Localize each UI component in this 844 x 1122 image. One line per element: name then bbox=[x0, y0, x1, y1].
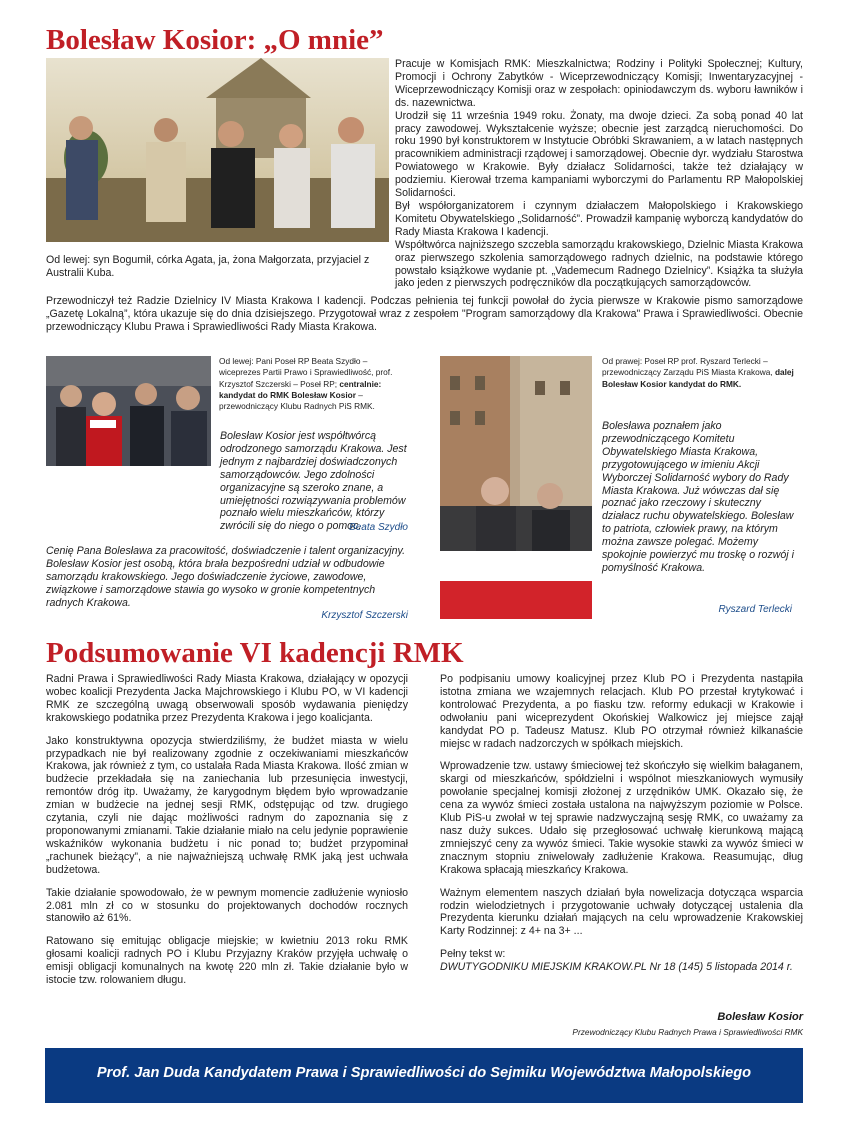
article-title: Bolesław Kosior: „O mnie” bbox=[46, 24, 384, 56]
szczerski-quote: Cenię Pana Bolesława za pracowitość, doświadczenie i talent organizacyjny. Bolesław Kosior jest osobą, która brała bezpośredni udział w odbudowie samorządu krakowskiego. Jego doświadczenie życiowe, zawodowe, związkowe i samorządowe stawia go wysoko w gronie kompetentnych radnych Krakowa. bbox=[46, 545, 406, 609]
summary-paragraph: Wprowadzenie tzw. ustawy śmieciowej też skończyło się wielkim bałaganem, skargi od mieszkańców, spółdzielni i wspólnot mieszkaniowych wymusiły powołanie specjalnej komisji złożonej z urzędników UMK. Okazało się, że cena za wywóz śmieci została ustalona na najwyższym poziomie w Polsce. Klub PiS-u zwołał w tej sprawie nadzwyczajną sesję RMK, co uważamy za nasz duży sukces. Udało się przegłosować uchwałę kierunkową mającą zmniejszyć ceny za wywóz śmieci. Takie wysokie stawki za wywóz śmieci w znacznym stopniu zniwelowały zadłużenie Krakowa. Reasumując, dług Krakowa spłacają mieszkańcy Krakowa. bbox=[440, 760, 803, 876]
full-text-label: Pełny tekst w: bbox=[440, 948, 506, 961]
summary-paragraph: Radni Prawa i Sprawiedliwości Rady Miasta Krakowa, działający w opozycji wobec koalicji Prezydenta Jacka Majchrowskiego i Klubu PO, w VI kadencji RMK ze szczególną uwagą obserwowali sposób wydawania pieniędzy krakowskiego podatnika przez Prezydenta Krakowa i jego koalicjanta. bbox=[46, 673, 408, 724]
summary-right-column bbox=[440, 673, 803, 974]
summary-title: Podsumowanie VI kadencji RMK bbox=[46, 637, 464, 669]
right-photo-caption: Od prawej: Poseł RP prof. Ryszard Terlecki – przewodniczący Zarządu PiS Miasta Krakowa, dalej Bolesław Kosior kandydat do RMK. bbox=[602, 356, 794, 389]
bio-paragraph: Był współorganizatorem i czynnym działaczem Małopolskiego i Krakowskiego Komitetu Obywatelskiego „Solidarność”. Prowadził kampanię wyborczą kandydatów do Rady Miasta Krakowa I kadencji. bbox=[395, 199, 803, 238]
bio-full-width: Przewodniczył też Radzie Dzielnicy IV Miasta Krakowa I kadencji. Podczas pełnienia tej funkcji powołał do życia pierwsze w Krakowie pismo samorządowe „Gazetę Lokalną”, która ukazuje się do dnia dzisiejszego. Przygotował wraz z zespołem "Program samorządowy dla Krakowa" Prawa i Sprawiedliwości. Obecnie przewodniczący Klubu Prawa i Sprawiedliwości Rady Miasta Krakowa. bbox=[46, 295, 803, 333]
family-photo bbox=[46, 58, 389, 242]
full-text-source: DWUTYGODNIKU MIEJSKIM KRAKOW.PL Nr 18 (145) 5 listopada 2014 r. bbox=[440, 961, 793, 974]
author-role: Przewodniczący Klubu Radnych Prawa i Sprawiedliwości RMK bbox=[572, 1027, 803, 1037]
bio-paragraph: Współtwórca najniższego szczebla samorządu krakowskiego, Dzielnic Miasta Krakowa oraz pierwszego szkolenia samorządowego radnych dzielnic, na podstawie którego powstało książkowe wydanie pt. „Vademecum Radnego Dzielnicy”. Książka ta służyła jako jeden z pierwszych podręczników dla początkujących samorządowców. bbox=[395, 238, 803, 290]
summary-paragraph: Jako konstruktywna opozycja stwierdziliśmy, że budżet miasta w wielu przypadkach nie był realizowany zgodnie z oczekiwaniami mieszkańców Krakowa, jak również z tym, co ustalała Rada Miasta Krakowa. Ilość zmian w budżecie przekładała się na zaniechania lub przesunięcia inwestycji, remontów dróg itp. Uważamy, że karygodnym błędem było wprowadzanie zmian w budżecie na jednej sesji RMK, odstępując od tzw. drugiego czytania, czyli nie dając możliwości radnym do zapoznania się z proponowanymi zmianami. Takie działanie miało na celu jedynie poprawienie wskaźników wykonania budżetu i nic ponad to; budżet przypominał „rachunek bieżący”, a nie najważniejszą uchwałę RMK jaką jest uchwała budżetowa. bbox=[46, 734, 408, 876]
family-photo-caption: Od lewej: syn Bogumił, córka Agata, ja, żona Małgorzata, przyjaciel z Australii Kuba. bbox=[46, 254, 370, 279]
footer-banner-text: Prof. Jan Duda Kandydatem Prawa i Sprawiedliwości do Sejmiku Województwa Małopolskiego bbox=[96, 1065, 752, 1081]
szydlo-signature: Beata Szydło bbox=[349, 522, 408, 533]
terlecki-quote: Bolesława poznałem jako przewodniczącego Komitetu Obywatelskiego Miasta Krakowa, przygotowującego w imieniu Akcji Wyborczej Solidarność wybory do Rady Miasta Krakowa. Już wówczas dał się poznać jako rzeczowy i skuteczny działacz ruchu obywatelskiego. Bolesław to patriota, człowiek prawy, na którym można zawsze polegać. Możemy spokojnie powierzyć mu troskę o rozwój i pomyślność Krakowa. bbox=[602, 420, 794, 574]
summary-paragraph: Ratowano się emitując obligacje miejskie; w kwietniu 2013 roku RMK głosami koalicji radnych PO i Klubu Przyjazny Kraków przyjęła uchwałę o emisji obligacji komunalnych na kwotę 220 mln zł. Takie działanie było w istocie tzw. rolowaniem długu. bbox=[46, 935, 408, 987]
left-photo-caption: Od lewej: Pani Poseł RP Beata Szydło – wiceprezes Partii Prawo i Sprawiedliwość, prof. Krzysztof Szczerski – Poseł RP; centralnie: kandydat do RMK Bolesław Kosior – przewodniczący Klubu Radnych PiS RMK. bbox=[219, 356, 393, 412]
bio-paragraph: Pracuje w Komisjach RMK: Mieszkalnictwa; Rodziny i Polityki Społecznej; Kultury, Promocji i Ochrony Zabytków - Wiceprzewodniczący Komisji; Inwentaryzacyjnej - Wiceprzewodniczący Komisji oraz w zespołach: opiniodawczym ds. wyboru ławników i ds. nazewnictwa. bbox=[395, 58, 803, 109]
szydlo-quote-text: Bolesław Kosior jest współtwórcą odrodzonego samorządu Krakowa. Jest jednym z najbardziej doświadczonych samorządowców. Jego zdolności organizacyjne są szeroko znane, a umiejętności rozwiązywania problemów poznało wielu mieszkańców, którzy zwrócili się do niego o pomoc. bbox=[220, 430, 407, 533]
summary-paragraph: Ważnym elementem naszych działań była nowelizacja dotycząca wsparcia rodzin wielodzietnych i przygotowanie uchwały dotyczącej ustalenia dla Prezydenta kierunku działań mających na celu wprowadzenie Krakowskiej Karty Rodzinnej: z 4+ na 3+ ... bbox=[440, 886, 803, 938]
szczerski-signature: Krzysztof Szczerski bbox=[321, 610, 408, 621]
summary-paragraph: Takie działanie spowodowało, że w pewnym momencie zadłużenie wyniosło 2.081 mln zł co w stosunku do projektowanych dochodów rocznych stanowiło aż 61%. bbox=[46, 886, 408, 925]
bio-paragraph: Urodził się 11 września 1949 roku. Żonaty, ma dwoje dzieci. Za sobą ponad 40 lat pracy zawodowej. Wykształcenie wyższe; obecnie jest zarządcą nieruchomości. Do roku 1990 był konstruktorem w Instytucie Obróbki Skrawaniem, a w latach następnych pracownikiem administracji rządowej i samorządowej. Obecnie dyr. wydziału Starostwa Powiatowego w Krakowie. Były działacz Solidarności, także też działający w podziemiu. Kierował trzema kampaniami wyborczymi do Parlamentu RP Małopolskiej Solidarności. bbox=[395, 109, 803, 200]
terlecki-signature: Ryszard Terlecki bbox=[718, 604, 792, 615]
summary-left-column bbox=[46, 673, 408, 997]
footer-banner bbox=[45, 1048, 803, 1103]
terlecki-photo bbox=[440, 356, 592, 619]
szydlo-quote bbox=[46, 430, 408, 533]
summary-paragraph: Po podpisaniu umowy koalicyjnej przez Klub PO i Prezydenta nastąpiła istotna zmiana we wzajemnych relacjach. Klub PO przestał krytykować i kontrolować Prezydenta, a po fiasku tzw. reformy edukacji w Krakowie i odwołaniu pani wiceprezydent Okońskiej Walkowicz jej miejsce zajął kandydat PO p. Tadeusz Matusz. Klub PO otrzymał również kilkanaście miejsc w radach nadzorczych w spółkach miejskich. bbox=[440, 673, 803, 750]
bio-column bbox=[395, 58, 803, 290]
author-name: Bolesław Kosior bbox=[717, 1011, 803, 1023]
